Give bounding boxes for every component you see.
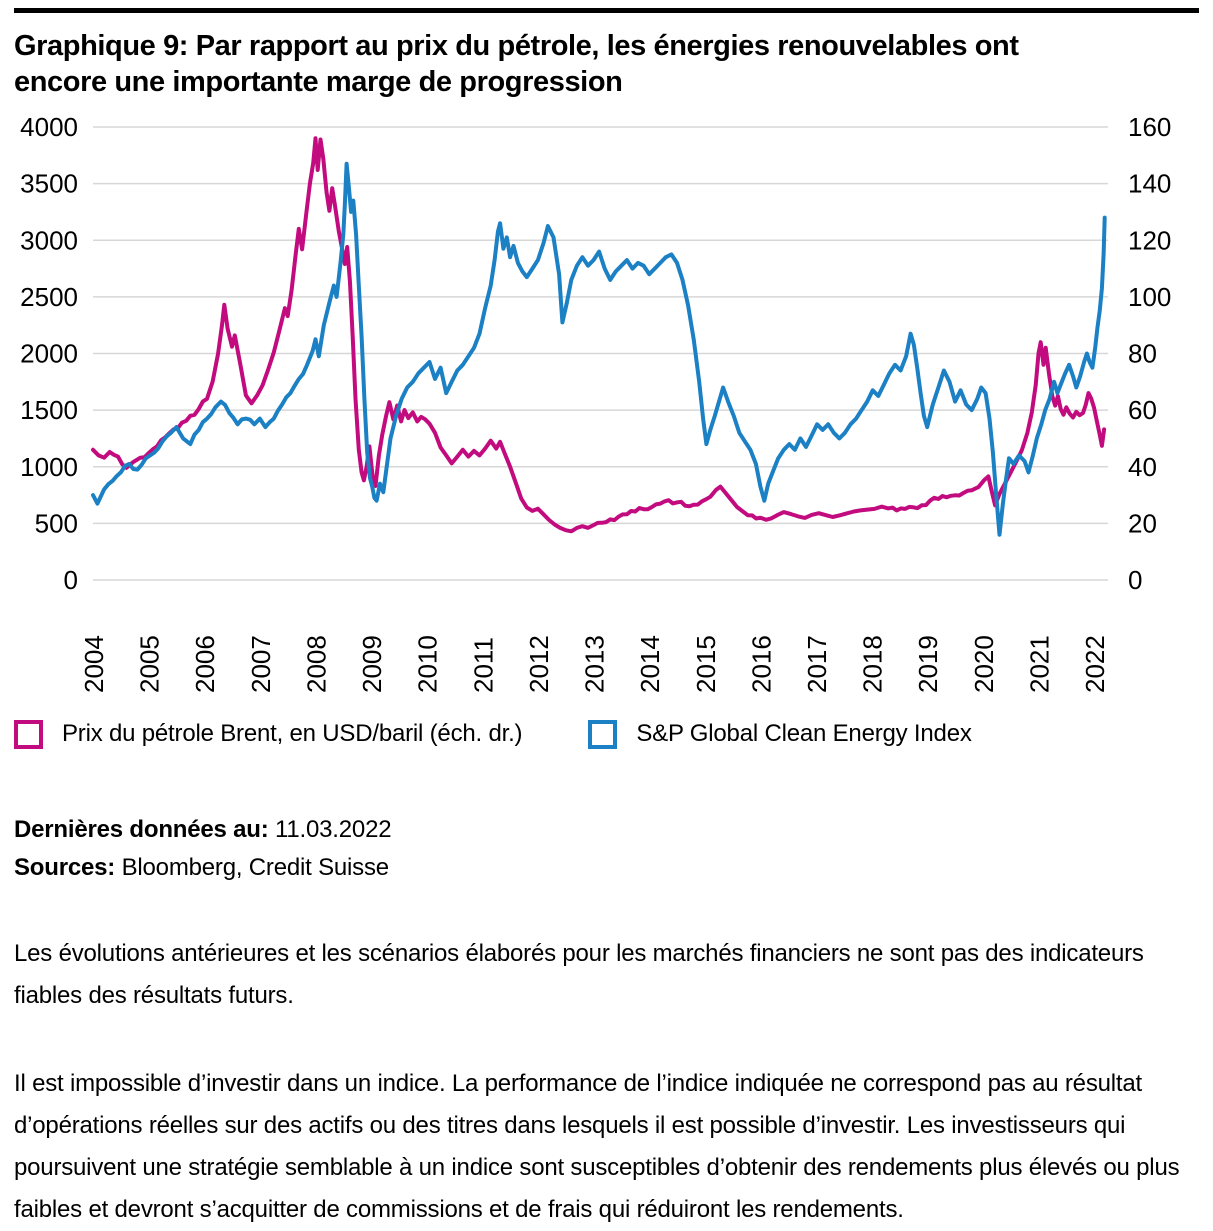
last-data-label: Dernières données au: — [14, 815, 269, 843]
sources-line — [14, 849, 1199, 887]
last-data-value: 11.03.2022 — [275, 815, 392, 843]
top-rule — [14, 8, 1199, 13]
disclaimer-paragraph-1: Les évolutions antérieures et les scénarios élaborés pour les marchés financiers ne sont pas des indicateurs fiables des résultats futurs. — [14, 939, 1144, 1009]
x-axis-year-label: 2005 — [134, 635, 165, 693]
line-chart — [0, 105, 1213, 705]
series-line-1 — [93, 164, 1105, 535]
x-axis-year-label: 2016 — [746, 635, 777, 693]
sources-value: Bloomberg, Credit Suisse — [121, 853, 389, 881]
x-axis-year-label: 2018 — [857, 635, 888, 693]
page-title — [14, 29, 1199, 101]
page-title-line2: encore une importante marge de progression — [14, 65, 623, 98]
x-axis-year-label: 2020 — [968, 635, 999, 693]
clean-energy-series-swatch-icon — [588, 720, 617, 749]
sources-label: Sources: — [14, 853, 116, 881]
left-axis-tick-label: 3000 — [20, 225, 78, 256]
brent-series-swatch-icon — [14, 720, 43, 749]
left-axis-tick-label: 2500 — [20, 281, 78, 312]
x-axis-year-label: 2007 — [245, 635, 276, 693]
right-axis-tick-label: 120 — [1128, 225, 1172, 256]
last-data-line — [14, 811, 1199, 849]
series-line-0 — [93, 138, 1104, 531]
x-axis-year-label: 2015 — [690, 635, 721, 693]
x-axis-year-label: 2012 — [523, 635, 554, 693]
chart-area — [0, 105, 1213, 710]
legend-label-brent: Prix du pétrole Brent, en USD/baril (éch. dr.) — [62, 720, 523, 748]
disclaimer-paragraph-2: Il est impossible d’investir dans un indice. La performance de l’indice indiquée ne correspond pas au résultat d’opérations réelles sur des actifs ou des titres dans lesquels il est possible d’investir. Les investisseurs qui poursuivent une stratégie semblable à un indice sont susceptibles d’obtenir des rendements plus élevés ou plus faibles et devront s’acquitter de commissions et de frais qui réduiront les rendements. — [14, 1069, 1180, 1223]
x-axis-year-label: 2009 — [357, 635, 388, 693]
left-axis-tick-label: 1500 — [20, 395, 78, 426]
x-axis-year-label: 2006 — [190, 635, 221, 693]
x-axis-year-label: 2010 — [412, 635, 443, 693]
left-axis-tick-label: 1000 — [20, 451, 78, 482]
chart-legend — [14, 720, 1199, 749]
right-axis-tick-label: 140 — [1128, 168, 1172, 199]
page-title-line1: Graphique 9: Par rapport au prix du pétrole, les énergies renouvelables ont — [14, 30, 1019, 62]
x-axis-year-label: 2004 — [79, 635, 109, 693]
right-axis-tick-label: 100 — [1128, 281, 1172, 312]
left-axis-tick-label: 3500 — [20, 168, 78, 199]
left-axis-tick-label: 0 — [63, 564, 78, 595]
right-axis-tick-label: 40 — [1128, 451, 1157, 482]
left-axis-tick-label: 2000 — [20, 338, 78, 369]
left-axis-tick-label: 500 — [34, 508, 78, 539]
legend-item-brent — [14, 720, 522, 749]
x-axis-year-label: 2008 — [301, 635, 332, 693]
x-axis-year-label: 2017 — [802, 635, 833, 693]
x-axis-year-label: 2022 — [1080, 635, 1111, 693]
x-axis-year-label: 2021 — [1024, 635, 1055, 693]
right-axis-tick-label: 60 — [1128, 395, 1157, 426]
right-axis-tick-label: 0 — [1128, 564, 1143, 595]
left-axis-tick-label: 4000 — [20, 111, 78, 142]
chart-notes — [14, 811, 1199, 887]
x-axis-year-label: 2013 — [579, 635, 610, 693]
x-axis-year-label: 2019 — [913, 635, 944, 693]
legend-item-clean-energy — [588, 720, 971, 749]
x-axis-year-label: 2011 — [468, 636, 499, 693]
right-axis-tick-label: 80 — [1128, 338, 1157, 369]
right-axis-tick-label: 20 — [1128, 508, 1157, 539]
x-axis-year-label: 2014 — [635, 635, 666, 693]
legend-label-clean-energy: S&P Global Clean Energy Index — [636, 720, 972, 748]
right-axis-tick-label: 160 — [1128, 111, 1172, 142]
